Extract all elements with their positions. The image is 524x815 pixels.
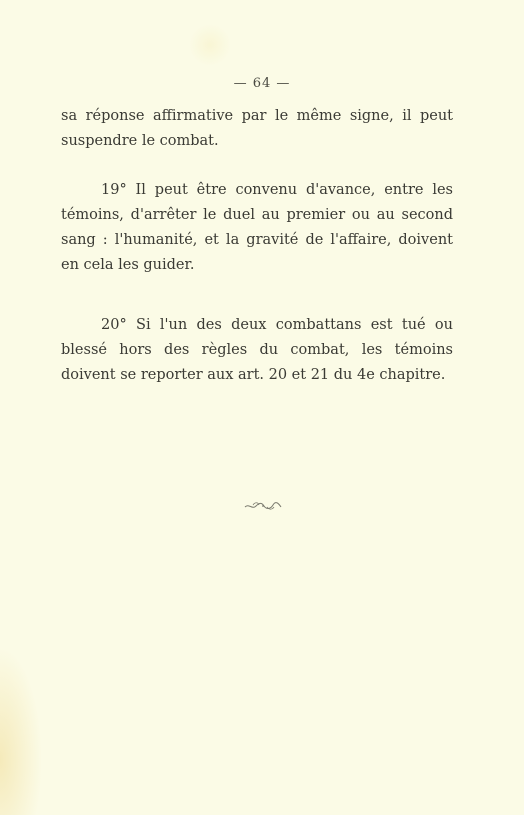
paragraph-text: sa réponse affirmative par le même signe, il peut suspendre le combat. xyxy=(61,108,453,149)
page-number: — 64 — xyxy=(233,76,291,91)
paragraph-article-19 xyxy=(61,178,453,278)
paragraph-text: 19° Il peut être convenu d'avance, entre les témoins, d'arrêter le duel au premier ou au second sang : l'humanité, et la gravité de l'affaire, doivent en cela les guider. xyxy=(61,182,453,273)
flourish-ornament-icon xyxy=(243,500,283,512)
paragraph-continuation xyxy=(61,104,453,154)
paragraph-article-20 xyxy=(61,313,453,388)
paragraph-text: 20° Si l'un des deux combattans est tué ou blessé hors des règles du combat, les témoins doivent se reporter aux art. 20 et 21 du 4e chapitre. xyxy=(61,317,453,383)
